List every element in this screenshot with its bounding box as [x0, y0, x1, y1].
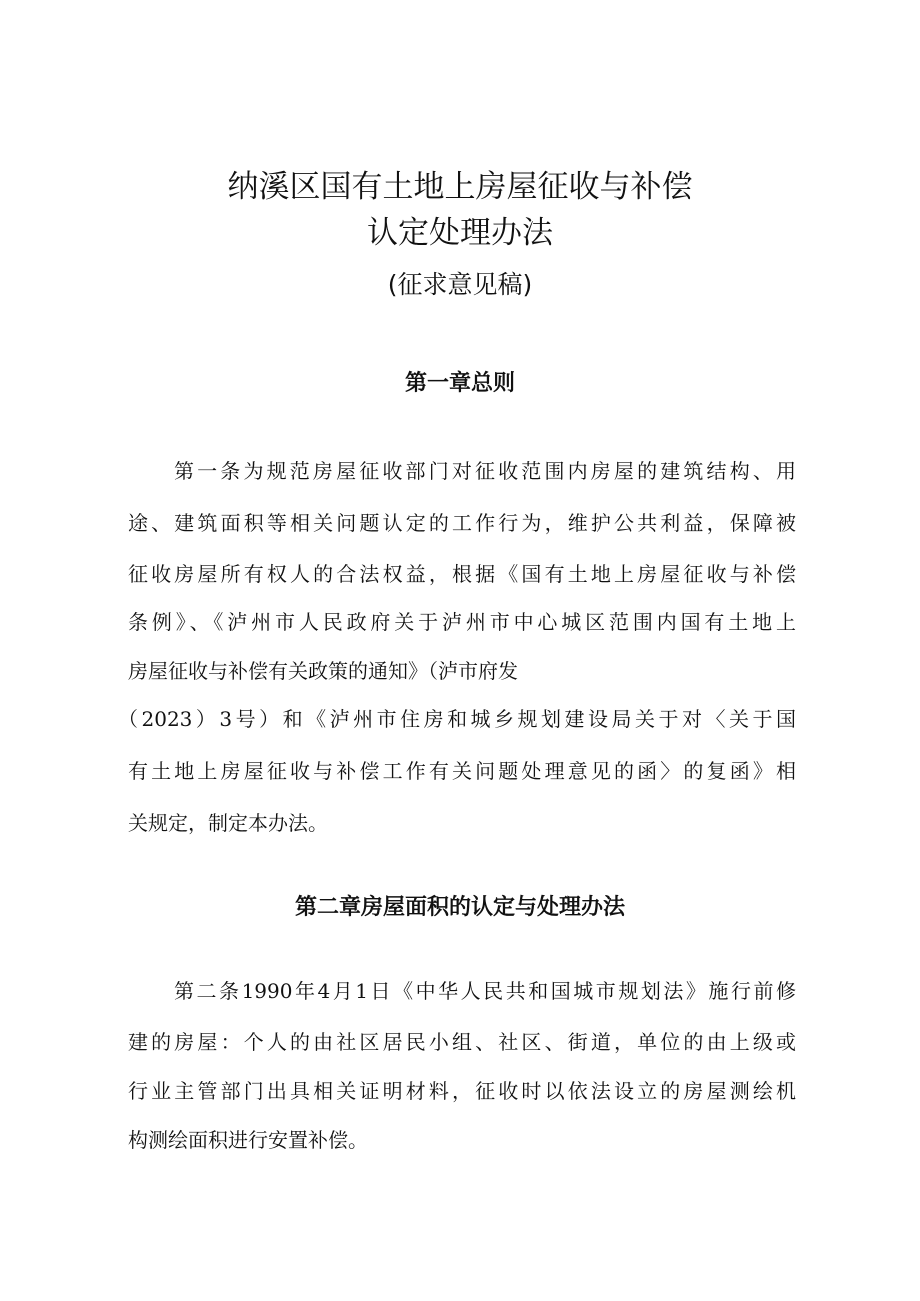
document-title-line-2: 认定处理办法 [367, 215, 553, 251]
chapter-1-heading: 第一章总则 [404, 371, 515, 396]
chapter-2-heading: 第二章房屋面积的认定与处理办法 [294, 895, 625, 920]
article-2-line: 构测绘面积进行安置补偿。 [128, 1128, 368, 1152]
article-1-line: （2023）3号）和《泸州市住房和城乡规划建设局关于对〈关于国 [118, 707, 796, 731]
article-1-line: 征收房屋所有权人的合法权益，根据《国有土地上房屋征收与补偿 [128, 562, 796, 586]
document-subtitle: (征求意见稿) [387, 270, 533, 299]
article-1-line: 途、建筑面积等相关问题认定的工作行为，维护公共利益，保障被 [128, 511, 796, 535]
article-2-line: 行业主管部门出具相关证明材料，征收时以依法设立的房屋测绘机 [128, 1079, 796, 1103]
article-1-line: 关规定，制定本办法。 [128, 811, 328, 835]
article-2-line: 第二条1990年4月1日《中华人民共和国城市规划法》施行前修 [174, 979, 796, 1003]
article-1-line: 第一条为规范房屋征收部门对征收范围内房屋的建筑结构、用 [174, 459, 796, 483]
article-1-line: 房屋征收与补偿有关政策的通知》（泸市府发 [128, 659, 518, 683]
article-2-line: 建的房屋：个人的由社区居民小组、社区、街道，单位的由上级或 [128, 1030, 796, 1054]
document-title-line-1: 纳溪区国有土地上房屋征收与补偿 [227, 169, 693, 205]
article-1-line: 条例》、《泸州市人民政府关于泸州市中心城区范围内国有土地上 [128, 610, 796, 634]
article-1-line: 有土地上房屋征收与补偿工作有关问题处理意见的函〉的复函》相 [128, 759, 796, 783]
